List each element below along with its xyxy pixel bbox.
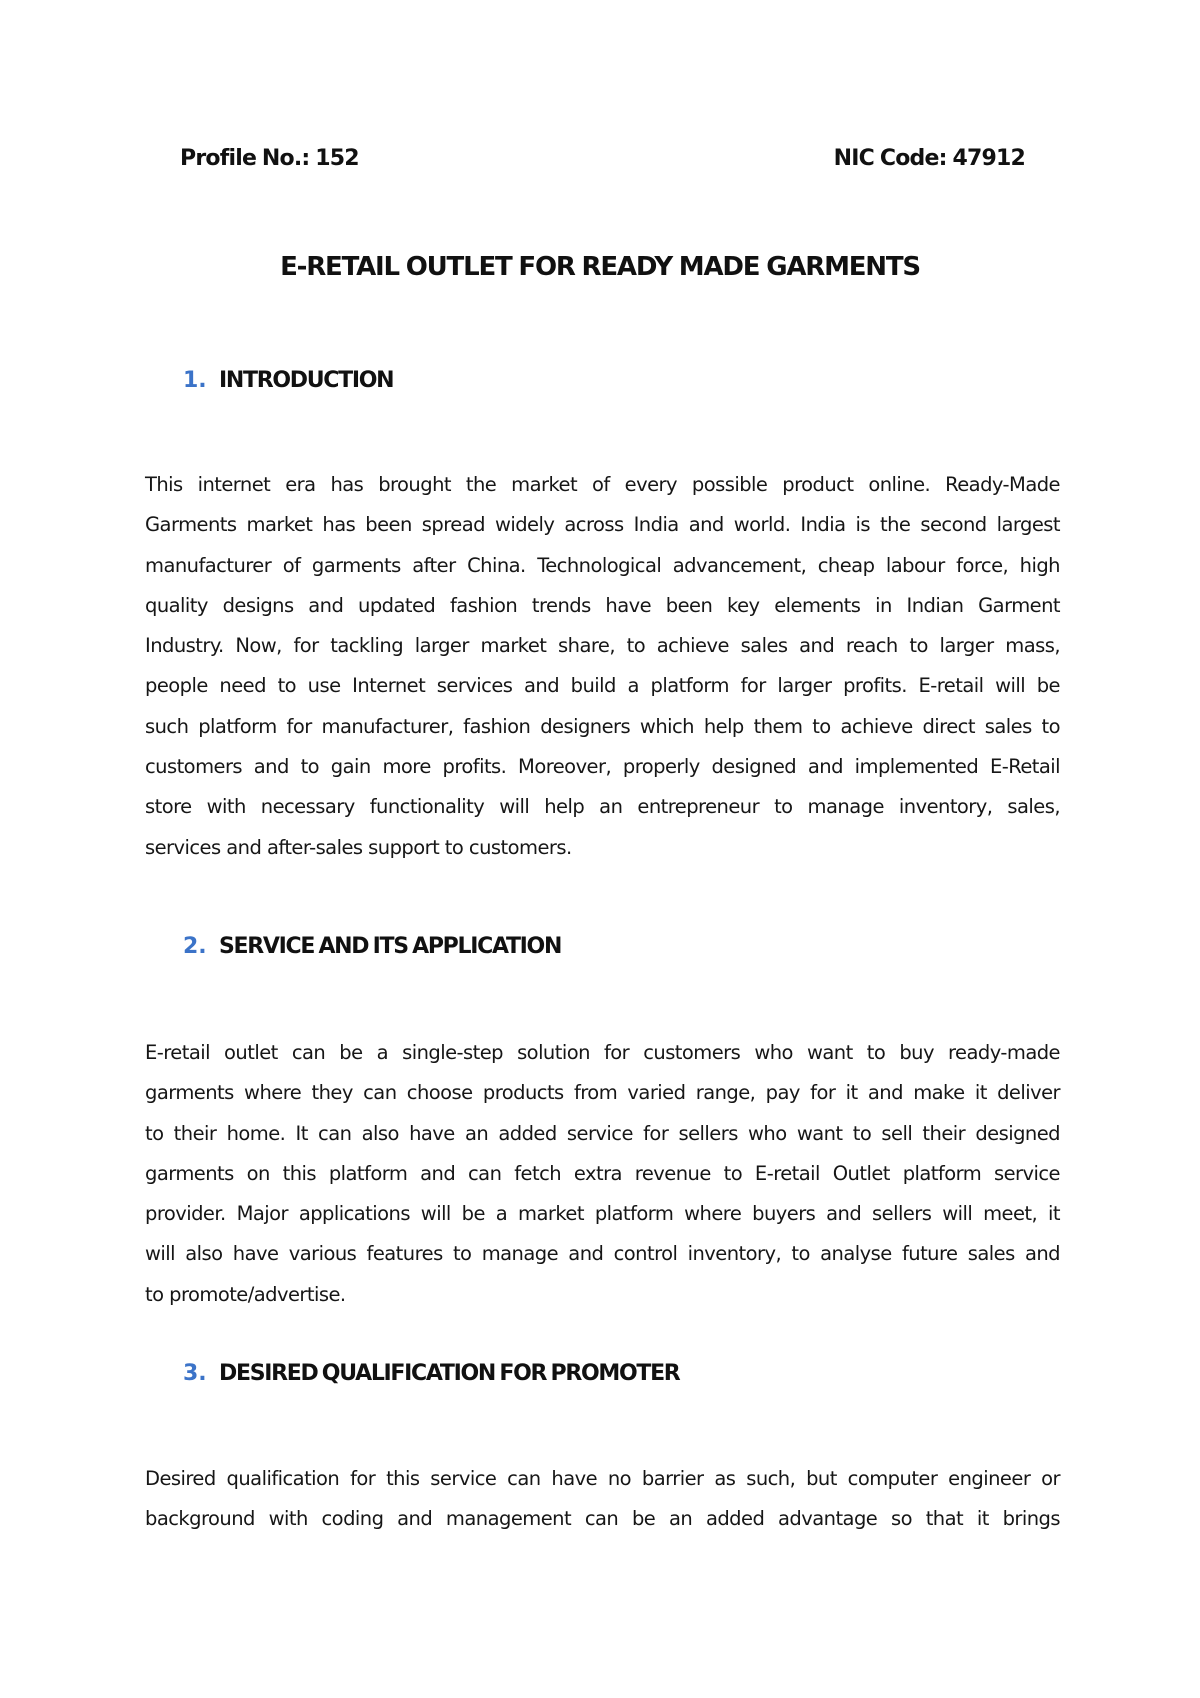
paragraph-line: services and after-sales support to customers. <box>145 835 572 859</box>
paragraph-line: store with necessary functionality will help an entrepreneur to manage inventory, sales, <box>145 795 1060 819</box>
section-heading-service-application <box>183 934 561 959</box>
section-heading-desired-qualification <box>183 1361 679 1386</box>
paragraph-line: Industry. Now, for tackling larger market share, to achieve sales and reach to larger mass, <box>145 634 1060 658</box>
paragraph-line: garments on this platform and can fetch extra revenue to E-retail Outlet platform service <box>145 1161 1060 1185</box>
profile-number: Profile No.: 152 <box>180 146 359 171</box>
paragraph-line: customers and to gain more profits. Moreover, properly designed and implemented E-Retail <box>145 755 1060 779</box>
paragraph-line: garments where they can choose products from varied range, pay for it and make it deliver <box>145 1081 1060 1105</box>
paragraph-line: will also have various features to manage and control inventory, to analyse future sales and <box>145 1242 1060 1266</box>
desired-qualification-paragraph <box>145 1459 1060 1540</box>
paragraph-line: manufacturer of garments after China. Technological advancement, cheap labour force, high <box>145 553 1060 577</box>
paragraph-line: This internet era has brought the market of every possible product online. Ready-Made <box>145 473 1060 496</box>
section-title: INTRODUCTION <box>219 368 394 393</box>
section-number: 2. <box>183 934 207 959</box>
nic-code: NIC Code: 47912 <box>833 146 1025 171</box>
section-heading-introduction <box>183 368 393 393</box>
paragraph-line: provider. Major applications will be a market platform where buyers and sellers will meet, it <box>145 1202 1060 1226</box>
section-number: 1. <box>183 368 207 393</box>
paragraph-line: to promote/advertise. <box>145 1282 346 1306</box>
introduction-paragraph <box>145 465 1060 868</box>
header-row <box>180 146 1025 178</box>
paragraph-line: Garments market has been spread widely across India and world. India is the second largest <box>145 513 1060 537</box>
document-title: E-RETAIL OUTLET FOR READY MADE GARMENTS <box>280 252 920 282</box>
paragraph-line: such platform for manufacturer, fashion designers which help them to achieve direct sales to <box>145 714 1060 738</box>
service-application-paragraph <box>145 1033 1060 1315</box>
paragraph-line: background with coding and management can be an added advantage so that it brings <box>145 1507 1060 1531</box>
section-number: 3. <box>183 1361 207 1386</box>
paragraph-line: quality designs and updated fashion trends have been key elements in Indian Garment <box>145 593 1060 617</box>
section-title: DESIRED QUALIFICATION FOR PROMOTER <box>219 1361 680 1386</box>
paragraph-line: E-retail outlet can be a single-step solution for customers who want to buy ready-made <box>145 1041 1060 1064</box>
paragraph-line: Desired qualification for this service can have no barrier as such, but computer engineer or <box>145 1467 1060 1490</box>
paragraph-line: to their home. It can also have an added service for sellers who want to sell their designed <box>145 1121 1060 1145</box>
section-title: SERVICE AND ITS APPLICATION <box>219 934 562 959</box>
paragraph-line: people need to use Internet services and build a platform for larger profits. E-retail will be <box>145 674 1060 698</box>
